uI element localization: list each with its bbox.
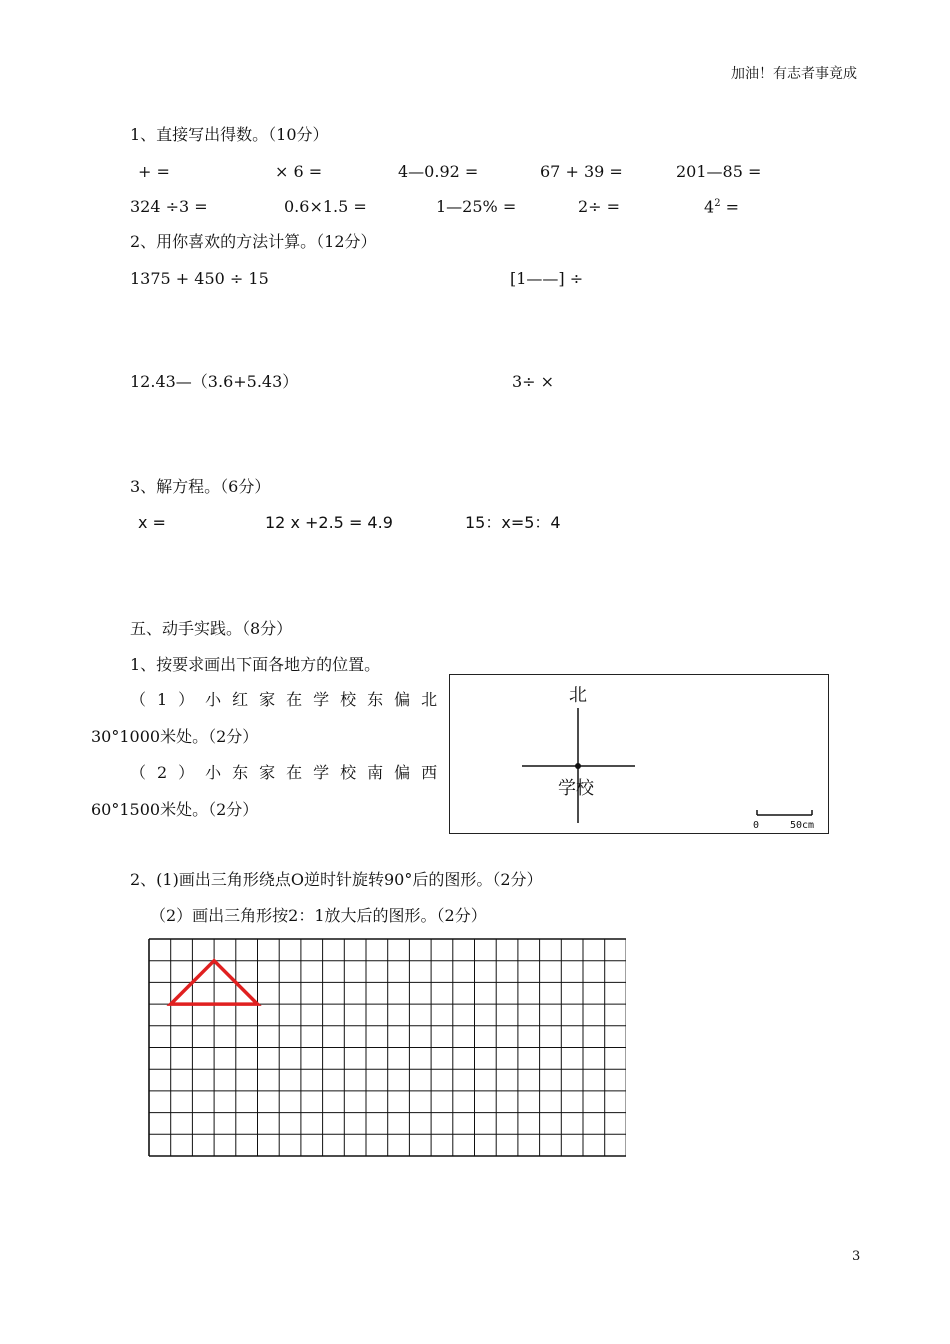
north-label: 北 bbox=[569, 685, 587, 706]
page-number: 3 bbox=[852, 1249, 861, 1264]
q3-title: 3、解方程。（6分） bbox=[130, 477, 271, 496]
s5-q1-item1-line1: （1）小红家在学校东偏北 bbox=[130, 690, 449, 709]
direction-map bbox=[449, 674, 829, 834]
s5-q1-title: 1、按要求画出下面各地方的位置。 bbox=[130, 655, 381, 674]
q2-expr: [1——] ÷ bbox=[510, 269, 584, 288]
q1-item: 2÷ = bbox=[578, 197, 621, 216]
s5-q2-line2: （2）画出三角形按2：1放大后的图形。（2分） bbox=[150, 906, 487, 925]
s5-q1-item1-line2: 30°1000米处。（2分） bbox=[91, 727, 259, 746]
q2-expr: 3÷ × bbox=[512, 372, 555, 391]
power-equals: = bbox=[725, 197, 740, 217]
s5-q2-line1: 2、(1)画出三角形绕点O逆时针旋转90°后的图形。（2分） bbox=[130, 870, 543, 889]
s5-q1-item2-line1: （2）小东家在学校南偏西 bbox=[130, 763, 449, 782]
school-label: 学校 bbox=[558, 778, 594, 799]
q2-expr: 1375 + 450 ÷ 15 bbox=[130, 269, 269, 288]
q3-equation: 15：x=5：4 bbox=[465, 513, 561, 532]
s5-q1-item2-line2: 60°1500米处。（2分） bbox=[91, 800, 259, 819]
q1-title: 1、直接写出得数。（10分） bbox=[130, 125, 329, 144]
scale-length: 50cm bbox=[790, 820, 815, 831]
q1-item: 324 ÷3 = bbox=[130, 197, 208, 216]
q1-item: 4—0.92 = bbox=[398, 162, 479, 181]
q2-expr: 12.43—（3.6+5.43） bbox=[130, 372, 299, 391]
scale-zero: 0 bbox=[753, 820, 760, 831]
q1-item: 1—25% = bbox=[436, 197, 517, 216]
power-base: 4 bbox=[704, 197, 715, 217]
drawing-grid bbox=[148, 938, 626, 1162]
grid-lines bbox=[149, 939, 626, 1156]
q1-power-item bbox=[704, 199, 739, 215]
q3-equation: x = bbox=[138, 513, 166, 532]
header-motto: 加油！有志者事竟成 bbox=[731, 66, 857, 82]
q1-item: 67 + 39 = bbox=[540, 162, 623, 181]
grid-svg bbox=[148, 938, 626, 1158]
power-exponent: 2 bbox=[714, 198, 721, 209]
q3-equation: 12 x +2.5 = 4.9 bbox=[265, 513, 393, 532]
q1-item: × 6 = bbox=[275, 162, 323, 181]
q2-title: 2、用你喜欢的方法计算。（12分） bbox=[130, 232, 377, 251]
q1-item: 201—85 = bbox=[676, 162, 762, 181]
q1-item: + = bbox=[138, 162, 170, 181]
section5-title: 五、动手实践。（8分） bbox=[130, 619, 293, 638]
q1-item: 0.6×1.5 = bbox=[284, 197, 367, 216]
compass-cross bbox=[450, 675, 827, 832]
